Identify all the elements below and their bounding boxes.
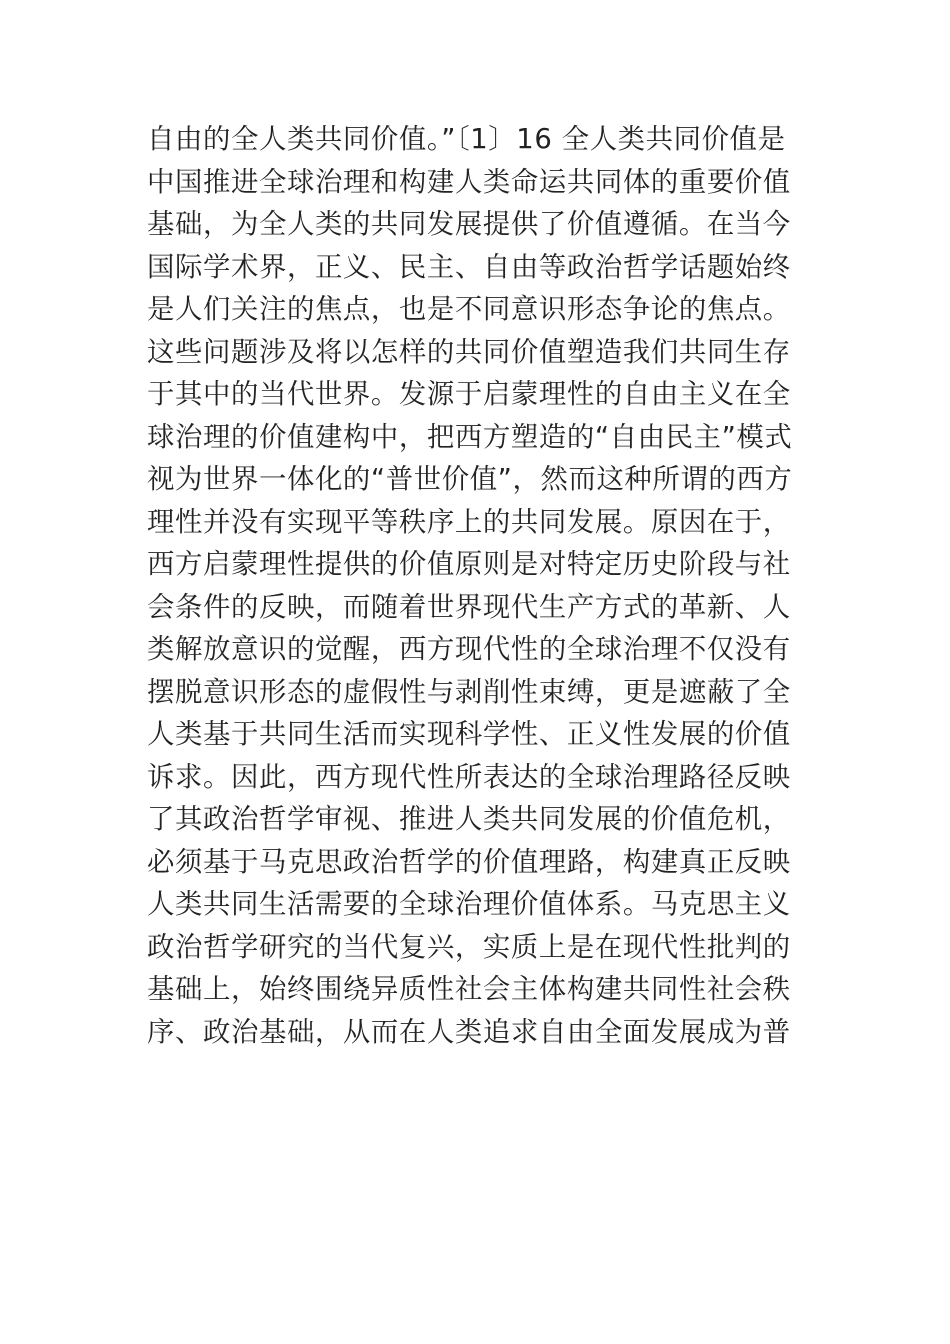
text-line: 人类基于共同生活而实现科学性、正义性发展的价值	[147, 719, 791, 750]
text-line: 西方启蒙理性提供的价值原则是对特定历史阶段与社	[147, 549, 791, 580]
text-line: 政治哲学研究的当代复兴，实质上是在现代性批判的	[147, 931, 791, 963]
text-line: 自由的全人类共同价值。”〔1〕16 全人类共同价值是	[147, 124, 786, 155]
text-line: 中国推进全球治理和构建人类命运共同体的重要价值	[147, 166, 791, 198]
text-line: 球治理的价值建构中，把西方塑造的“自由民主”模式	[147, 421, 793, 453]
text-line: 类解放意识的觉醒，西方现代性的全球治理不仅没有	[147, 634, 791, 665]
text-line: 基础，为全人类的共同发展提供了价值遵循。在当今	[147, 209, 791, 240]
text-line: 必须基于马克思政治哲学的价值理路，构建真正反映	[147, 846, 791, 878]
text-line: 诉求。因此，西方现代性所表达的全球治理路径反映	[147, 761, 791, 793]
text-line: 摆脱意识形态的虚假性与剥削性束缚，更是遮蔽了全	[147, 676, 791, 708]
text-line: 了其政治哲学审视、推进人类共同发展的价值危机，	[147, 804, 791, 835]
text-line: 基础上，始终围绕异质性社会主体构建共同性社会秩	[147, 974, 791, 1005]
text-line: 视为世界一体化的“普世价值”，然而这种所谓的西方	[147, 464, 793, 495]
text-line: 是人们关注的焦点，也是不同意识形态争论的焦点。	[147, 294, 791, 325]
text-line: 序、政治基础，从而在人类追求自由全面发展成为普	[147, 1016, 791, 1048]
text-line: 这些问题涉及将以怎样的共同价值塑造我们共同生存	[147, 336, 791, 368]
text-line: 于其中的当代世界。发源于启蒙理性的自由主义在全	[147, 379, 791, 410]
text-line: 人类共同生活需要的全球治理价值体系。马克思主义	[147, 889, 791, 920]
text-line: 国际学术界，正义、民主、自由等政治哲学话题始终	[147, 251, 791, 283]
text-line: 理性并没有实现平等秩序上的共同发展。原因在于，	[147, 506, 791, 538]
text-line: 会条件的反映，而随着世界现代生产方式的革新、人	[147, 591, 791, 623]
body-paragraph	[147, 119, 819, 1054]
